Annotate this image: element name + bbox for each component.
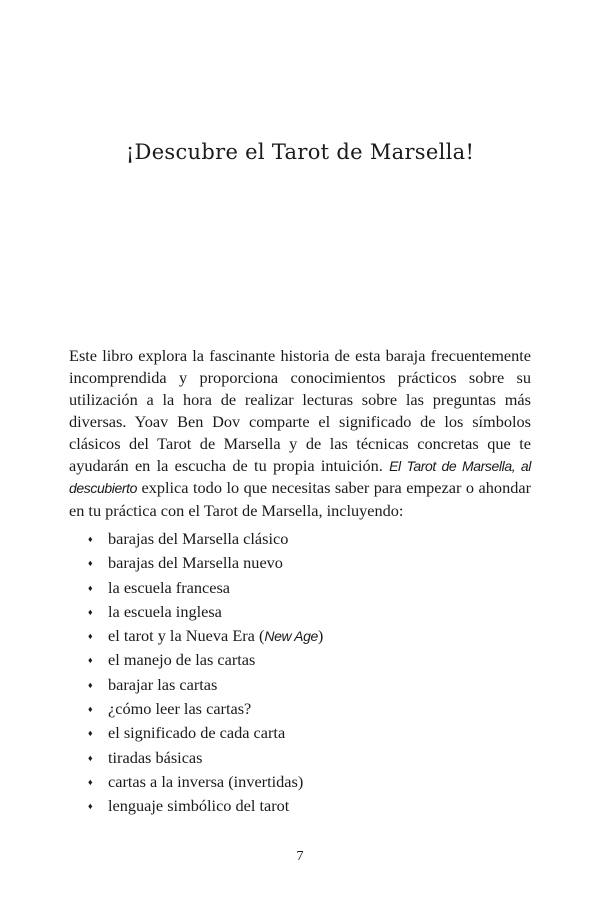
diamond-bullet-icon: ♦ (88, 631, 93, 642)
list-item: ♦ el significado de cada carta (88, 721, 508, 745)
topics-list (88, 527, 508, 819)
book-title: El Tarot de Marsella, al descubierto (69, 457, 531, 497)
diamond-bullet-icon: ♦ (88, 776, 93, 787)
diamond-bullet-icon: ♦ (88, 582, 93, 593)
diamond-bullet-icon: ♦ (88, 606, 93, 617)
intro-text-after: explica todo lo que necesitas saber para empezar o ahondar en tu práctica con el Tarot de Marsella, incluyendo: (69, 478, 531, 521)
intro-text-before: Este libro explora la fascinante historia de esta baraja frecuentemente incomprendida y proporciona conocimientos prácticos sobre su utilización a la hora de realizar lecturas sobre las preguntas más diversas. Yoav Ben Dov comparte el significado de los símbolos clásicos del Tarot de Marsella y de las técnicas concretas que te ayudarán en la escucha de tu propia intuición. (69, 346, 531, 475)
list-item: ♦ el manejo de las cartas (88, 648, 508, 672)
list-item: ♦ cartas a la inversa (invertidas) (88, 770, 508, 794)
list-item: ♦ el tarot y la Nueva Era ( New Age ) (88, 624, 508, 648)
list-item: ♦ la escuela inglesa (88, 600, 508, 624)
diamond-bullet-icon: ♦ (88, 679, 93, 690)
page-number: 7 (296, 849, 304, 864)
list-item: ♦ barajas del Marsella nuevo (88, 551, 508, 575)
diamond-bullet-icon: ♦ (88, 704, 93, 715)
diamond-bullet-icon: ♦ (88, 558, 93, 569)
list-item: ♦ la escuela francesa (88, 576, 508, 600)
new-age-italic: New Age (264, 628, 318, 645)
diamond-bullet-icon: ♦ (88, 534, 93, 544)
list-item: ♦ barajas del Marsella clásico (88, 527, 508, 551)
diamond-bullet-icon: ♦ (88, 752, 93, 763)
page-title: ¡Descubre el Tarot de Marsella! (125, 140, 475, 164)
diamond-bullet-icon: ♦ (88, 801, 93, 812)
list-item: ♦ tiradas básicas (88, 746, 508, 770)
intro-paragraph (69, 345, 531, 522)
list-item: ♦ barajar las cartas (88, 673, 508, 697)
diamond-bullet-icon: ♦ (88, 655, 93, 666)
diamond-bullet-icon: ♦ (88, 728, 93, 739)
list-item: ♦ lenguaje simbólico del tarot (88, 794, 508, 818)
list-item: ♦ ¿cómo leer las cartas? (88, 697, 508, 721)
